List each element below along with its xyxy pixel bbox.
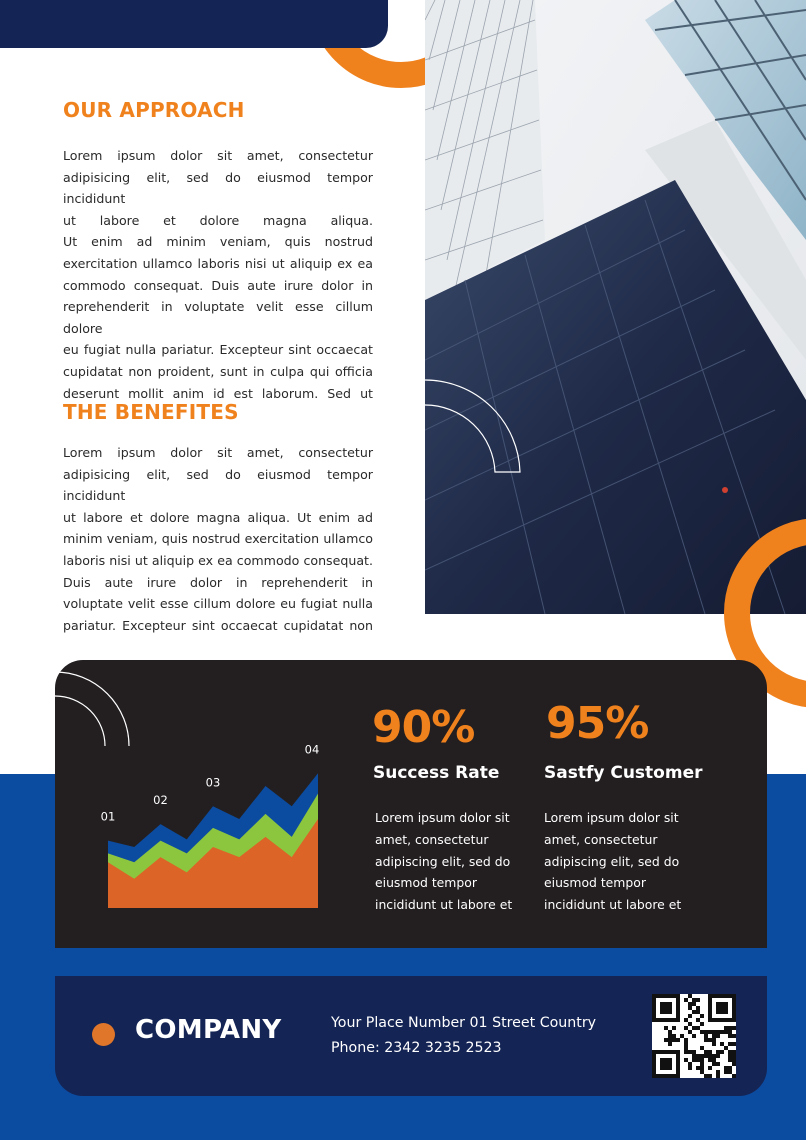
qr-module bbox=[684, 1018, 688, 1022]
qr-module bbox=[728, 1066, 732, 1070]
qr-module bbox=[732, 1062, 736, 1066]
qr-module bbox=[728, 1070, 732, 1074]
qr-module bbox=[720, 1042, 724, 1046]
benefits-text bbox=[63, 442, 373, 636]
qr-module bbox=[684, 1038, 688, 1042]
benefits-line: voluptate velit esse cillum dolore eu fugiat nulla bbox=[63, 596, 373, 612]
qr-module bbox=[680, 1034, 684, 1038]
qr-module bbox=[672, 1034, 676, 1038]
qr-module bbox=[660, 1002, 672, 1014]
qr-module bbox=[724, 1066, 728, 1070]
benefits-line: Duis aute irure dolor in reprehenderit in bbox=[63, 574, 373, 590]
qr-module bbox=[696, 1054, 700, 1058]
qr-module bbox=[704, 1050, 708, 1054]
stat-satisfy-line: eiusmod tempor bbox=[544, 875, 646, 891]
qr-module bbox=[716, 1070, 720, 1074]
chart-tick-label: 04 bbox=[304, 742, 320, 757]
qr-module bbox=[720, 1030, 724, 1034]
qr-module bbox=[712, 1034, 716, 1038]
building-photo bbox=[425, 0, 806, 614]
qr-module bbox=[668, 1034, 672, 1038]
stat-title-satisfy: Sastfy Customer bbox=[544, 763, 703, 783]
qr-module bbox=[724, 1046, 728, 1050]
approach-line: adipisicing elit, sed do eiusmod tempor incididunt bbox=[63, 169, 373, 207]
qr-module bbox=[692, 1026, 696, 1030]
qr-module bbox=[692, 1034, 696, 1038]
stat-success-line: adipiscing elit, sed do bbox=[375, 853, 511, 869]
qr-module bbox=[732, 1042, 736, 1046]
stat-body-success bbox=[375, 807, 535, 916]
qr-module bbox=[728, 1050, 732, 1054]
qr-module bbox=[708, 1058, 712, 1062]
qr-module bbox=[716, 1062, 720, 1066]
qr-module bbox=[704, 1054, 708, 1058]
stat-title-success: Success Rate bbox=[373, 763, 500, 783]
benefits-heading: THE BENEFITES bbox=[63, 400, 239, 424]
stat-satisfy-line: adipiscing elit, sed do bbox=[544, 853, 680, 869]
qr-module bbox=[704, 1030, 708, 1034]
benefits-line: ut labore et dolore magna aliqua. Ut enim ad bbox=[63, 509, 373, 525]
qr-module bbox=[712, 1042, 716, 1046]
approach-heading: OUR APPROACH bbox=[63, 98, 245, 122]
qr-module bbox=[668, 1030, 672, 1034]
approach-line: ut labore et dolore magna aliqua. bbox=[63, 212, 373, 228]
qr-module bbox=[732, 1026, 736, 1030]
qr-module bbox=[700, 1014, 704, 1018]
chart-tick-label: 03 bbox=[205, 775, 221, 790]
qr-module bbox=[732, 1058, 736, 1062]
qr-module bbox=[664, 1038, 668, 1042]
qr-module bbox=[688, 1030, 692, 1034]
qr-module bbox=[724, 1030, 728, 1034]
qr-module bbox=[732, 1054, 736, 1058]
company-name: COMPANY bbox=[135, 1015, 282, 1045]
qr-module bbox=[728, 1042, 732, 1046]
stat-success-line: incididunt ut labore et bbox=[375, 897, 513, 913]
qr-module bbox=[708, 1030, 712, 1034]
qr-module bbox=[728, 1030, 732, 1034]
qr-module bbox=[676, 1038, 680, 1042]
qr-module bbox=[724, 1070, 728, 1074]
company-phone: Phone: 2342 3235 2523 bbox=[331, 1040, 502, 1056]
qr-module bbox=[688, 1022, 692, 1026]
qr-module bbox=[716, 1054, 720, 1058]
company-address: Your Place Number 01 Street Country bbox=[331, 1015, 597, 1031]
approach-line: reprehenderit in voluptate velit esse cillum dolore bbox=[63, 299, 373, 336]
qr-module bbox=[672, 1026, 676, 1030]
qr-module bbox=[668, 1038, 672, 1042]
approach-line: deserunt mollit anim id est laborum. Sed ut bbox=[63, 385, 373, 401]
qr-module bbox=[688, 1002, 692, 1006]
qr-module bbox=[716, 1074, 720, 1078]
qr-module bbox=[688, 1014, 692, 1018]
qr-module bbox=[712, 1054, 716, 1058]
stat-satisfy-line: Lorem ipsum dolor sit bbox=[544, 810, 679, 825]
company-logo-dot bbox=[92, 1023, 115, 1046]
qr-module bbox=[708, 1050, 712, 1054]
stat-success-line: amet, consectetur bbox=[375, 831, 489, 847]
qr-module bbox=[716, 1002, 728, 1014]
qr-module bbox=[708, 1074, 712, 1078]
chart-tick-label: 01 bbox=[100, 809, 116, 824]
qr-module bbox=[704, 1074, 708, 1078]
stat-percent-satisfy: 95% bbox=[546, 698, 649, 749]
qr-module bbox=[700, 1058, 704, 1062]
qr-module bbox=[708, 1038, 712, 1042]
approach-text bbox=[63, 145, 373, 404]
qr-module bbox=[692, 1050, 696, 1054]
approach-line: cupidatat non proident, sunt in culpa qui officia bbox=[63, 363, 373, 379]
qr-module bbox=[664, 1026, 668, 1030]
chart-tick-label: 02 bbox=[153, 793, 168, 808]
qr-module bbox=[692, 1054, 696, 1058]
approach-line: Lorem ipsum dolor sit amet, consectetur bbox=[63, 148, 373, 163]
qr-module bbox=[732, 1074, 736, 1078]
qr-module bbox=[684, 1042, 688, 1046]
qr-module bbox=[728, 1034, 732, 1038]
qr-module bbox=[684, 1046, 688, 1050]
stat-success-line: eiusmod tempor bbox=[375, 875, 477, 891]
qr-module bbox=[668, 1042, 672, 1046]
qr-module bbox=[696, 1018, 700, 1022]
stat-percent-success: 90% bbox=[372, 702, 475, 753]
qr-module bbox=[696, 1058, 700, 1062]
qr-module bbox=[708, 1066, 712, 1070]
qr-module bbox=[700, 1030, 704, 1034]
qr-module bbox=[692, 1058, 696, 1062]
stat-satisfy-line: amet, consectetur bbox=[544, 831, 658, 847]
qr-code bbox=[652, 994, 736, 1078]
qr-module bbox=[688, 1062, 692, 1066]
qr-module bbox=[732, 1050, 736, 1054]
qr-module bbox=[716, 1034, 720, 1038]
qr-module bbox=[692, 1002, 696, 1006]
approach-line: eu fugiat nulla pariatur. Excepteur sint occaecat bbox=[63, 342, 373, 358]
benefits-line: adipisicing elit, sed do eiusmod tempor incididunt bbox=[63, 466, 373, 504]
stat-success-line: Lorem ipsum dolor sit bbox=[375, 810, 510, 825]
qr-module bbox=[712, 1030, 716, 1034]
qr-module bbox=[684, 1058, 688, 1062]
qr-module bbox=[692, 998, 696, 1002]
qr-module bbox=[712, 1058, 716, 1062]
benefits-line: Lorem ipsum dolor sit amet, consectetur bbox=[63, 445, 373, 460]
qr-module bbox=[708, 1054, 712, 1058]
qr-module bbox=[684, 1026, 688, 1030]
area-chart bbox=[100, 728, 332, 918]
qr-module bbox=[700, 1066, 704, 1070]
qr-module bbox=[696, 1010, 700, 1014]
benefits-line: pariatur. Excepteur sint occaecat cupidatat non bbox=[63, 617, 373, 633]
qr-module bbox=[696, 1066, 700, 1070]
qr-module bbox=[688, 1066, 692, 1070]
qr-module bbox=[720, 1050, 724, 1054]
stat-satisfy-line: incididunt ut labore et bbox=[544, 897, 682, 913]
qr-module bbox=[700, 1046, 704, 1050]
qr-module bbox=[704, 1034, 708, 1038]
qr-module bbox=[660, 1058, 672, 1070]
qr-module bbox=[704, 1038, 708, 1042]
qr-module bbox=[700, 1070, 704, 1074]
qr-module bbox=[728, 1054, 732, 1058]
qr-module bbox=[700, 1062, 704, 1066]
qr-module bbox=[696, 1006, 700, 1010]
approach-line: Ut enim ad minim veniam, quis nostrud bbox=[63, 234, 373, 250]
qr-module bbox=[688, 994, 692, 998]
qr-module bbox=[688, 1050, 692, 1054]
qr-module bbox=[712, 1062, 716, 1066]
qr-module bbox=[684, 1050, 688, 1054]
qr-module bbox=[716, 1050, 720, 1054]
qr-module bbox=[716, 1030, 720, 1034]
top-navy-bar bbox=[0, 0, 388, 48]
qr-module bbox=[696, 1026, 700, 1030]
qr-module bbox=[688, 1006, 692, 1010]
qr-module bbox=[672, 1038, 676, 1042]
qr-module bbox=[712, 1038, 716, 1042]
approach-line: commodo consequat. Duis aute irure dolor in bbox=[63, 277, 373, 293]
benefits-line: laboris nisi ut aliquip ex ea commodo consequat. bbox=[63, 552, 373, 568]
qr-module bbox=[724, 1026, 728, 1030]
benefits-line: minim veniam, quis nostrud exercitation ullamco bbox=[63, 531, 373, 547]
qr-module bbox=[728, 1026, 732, 1030]
qr-module bbox=[728, 1058, 732, 1062]
qr-module bbox=[732, 1034, 736, 1038]
qr-module bbox=[700, 1054, 704, 1058]
approach-line: exercitation ullamco laboris nisi ut aliquip ex ea bbox=[63, 255, 373, 271]
qr-module bbox=[700, 1022, 704, 1026]
qr-module bbox=[692, 1010, 696, 1014]
qr-module bbox=[696, 998, 700, 1002]
qr-module bbox=[684, 998, 688, 1002]
stat-body-satisfy bbox=[544, 807, 704, 916]
